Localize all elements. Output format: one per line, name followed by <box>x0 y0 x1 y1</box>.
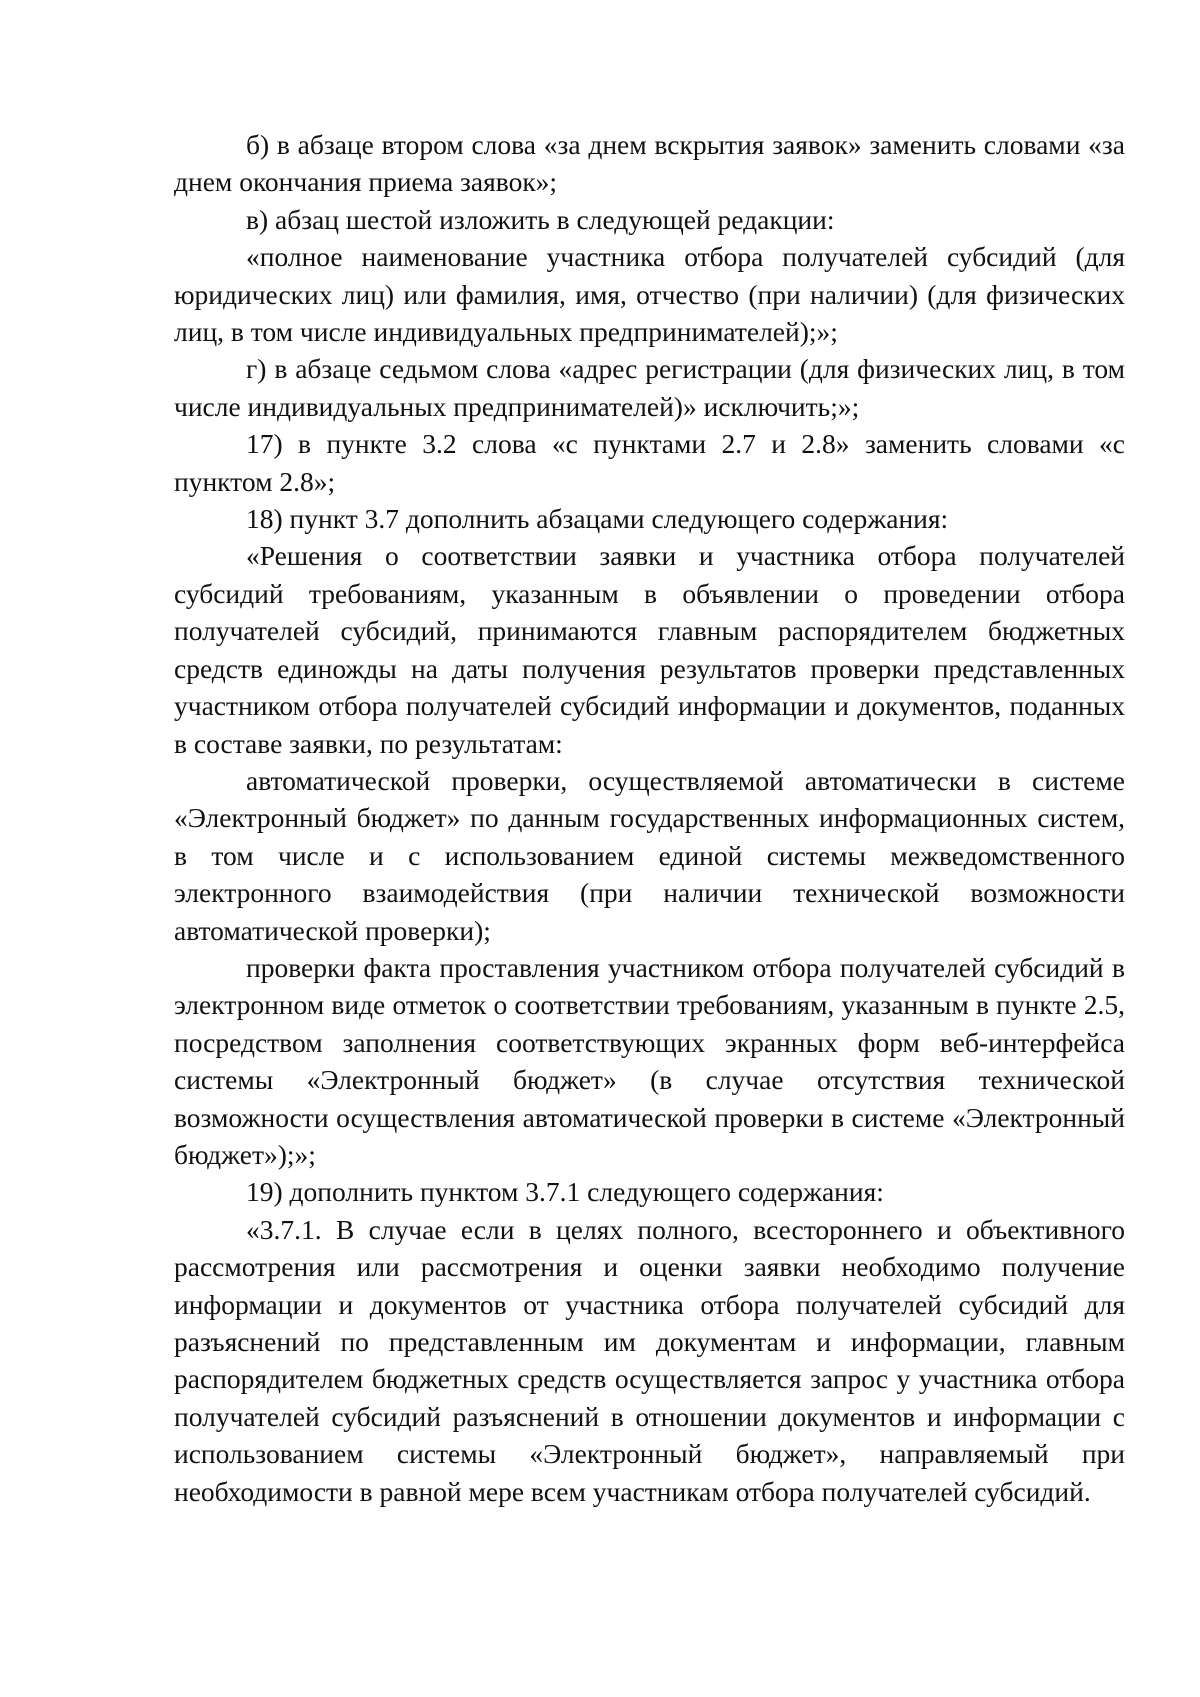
paragraph-item-19: 19) дополнить пунктом 3.7.1 следующего содержания: <box>246 1176 884 1208</box>
paragraph-decisions: «Решения о соответствии заявки и участника отбора получателей субсидий требованиям, указанным в объявлении о проведении отбора получателей субсидий, принимаются главным распорядителем бюджетных средств единожды на даты получения результатов проверки представленных участником отбора получателей субсидий информации и документов, поданных в составе заявки, по результатам: <box>174 540 1125 759</box>
document-body <box>174 126 1125 1510</box>
paragraph-3-7-1: «3.7.1. В случае если в целях полного, всестороннего и объективного рассмотрения или рассмотрения и оценки заявки необходимо получение информации и документов от участника отбора получателей субсидий для разъяснений по представленным им документам и информации, главным распорядителем бюджетных средств осуществляется запрос у участника отбора получателей субсидий разъяснений в отношении документов и информации с использованием системы «Электронный бюджет», направляемый при необходимости в равной мере всем участникам отбора получателей субсидий. <box>174 1213 1125 1507</box>
paragraph-b: б) в абзаце втором слова «за днем вскрытия заявок» заменить словами «за днем окончания приема заявок»; <box>174 129 1125 198</box>
paragraph-item-18: 18) пункт 3.7 дополнить абзацами следующего содержания: <box>246 503 949 535</box>
paragraph-g: г) в абзаце седьмом слова «адрес регистрации (для физических лиц, в том числе индивидуальных предпринимателей)» исключить;»; <box>174 353 1125 422</box>
paragraph-full-name: «полное наименование участника отбора получателей субсидий (для юридических лиц) или фамилия, имя, отчество (при наличии) (для физических лиц, в том числе индивидуальных предпринимателей);»; <box>174 241 1125 348</box>
paragraph-fact-check: проверки факта проставления участником отбора получателей субсидий в электронном виде отметок о соответствии требованиям, указанным в пункте 2.5, посредством заполнения соответствующих экранных форм веб-интерфейса системы «Электронный бюджет» (в случае отсутствия технической возможности осуществления автоматической проверки в системе «Электронный бюджет»);»; <box>174 951 1125 1170</box>
paragraph-item-17: 17) в пункте 3.2 слова «с пунктами 2.7 и 2.8» заменить словами «с пунктом 2.8»; <box>174 428 1125 497</box>
paragraph-v: в) абзац шестой изложить в следующей редакции: <box>246 203 835 235</box>
paragraph-automatic-check: автоматической проверки, осуществляемой автоматически в системе «Электронный бюджет» по данным государственных информационных систем, в том числе и с использованием единой системы межведомственного электронного взаимодействия (при наличии технической возможности автоматической проверки); <box>174 764 1125 946</box>
